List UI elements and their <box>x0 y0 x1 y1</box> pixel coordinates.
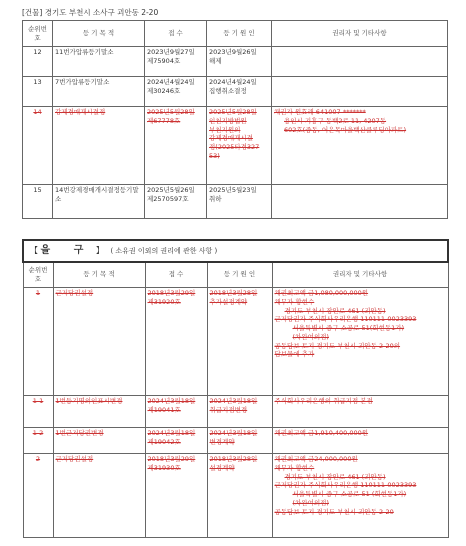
cell-line: 집행취소결정 <box>209 86 247 95</box>
cause-cell <box>207 47 272 77</box>
cell-line: 인천지방법원 <box>209 116 247 125</box>
cell-line: 서울특별시 중구 소공로 51 (회현동1가) <box>292 490 407 499</box>
cause-cell <box>207 77 272 107</box>
cell-line: 해제 <box>209 56 222 65</box>
rank-cell: 2 <box>23 454 53 538</box>
cell-line: 2025년5월23일 <box>209 186 257 194</box>
eulgu-subtitle: ( 소유권 이외의 권리에 관한 사항 ) <box>110 247 218 255</box>
cell-line: 취하 <box>209 194 222 203</box>
cell-line: 경기도 부천시 장안로 461 (괴안동) <box>284 306 386 315</box>
cell-line: 2018년3월29일 <box>147 455 196 463</box>
registry-row <box>23 428 448 454</box>
receipt-cell <box>145 396 207 428</box>
cell-line: 제19042호 <box>147 437 181 446</box>
eulgu-table <box>22 239 449 538</box>
col-receipt: 접 수 <box>145 262 207 288</box>
cell-line: 2024년3월18일 <box>209 397 258 405</box>
registry-row <box>23 107 448 185</box>
cell-line: 설정계약 <box>209 463 235 472</box>
cell-line: 근저당권자 주식회사우리은행 110111-0023393 <box>274 315 417 324</box>
purpose-cell: 1번등기명의인표시변경 <box>53 396 145 428</box>
cell-line: (차완여의점) <box>292 498 329 507</box>
cell-line: 2025년5월28일 <box>209 108 257 116</box>
cell-line: 2018년3월28일 <box>209 455 258 463</box>
cell-line: 2024년3월18일 <box>147 429 196 437</box>
cause-cell <box>207 185 272 219</box>
rights-cell <box>272 185 448 219</box>
receipt-cell <box>145 77 207 107</box>
cause-cell <box>207 396 272 428</box>
cell-line: 담보물에 추가 <box>274 350 315 359</box>
cell-line: 2018년3월29일 <box>147 289 196 297</box>
rights-cell <box>272 396 448 428</box>
receipt-cell <box>145 185 207 219</box>
cause-cell <box>207 454 272 538</box>
rank-cell: 1 <box>23 288 53 396</box>
col-rights: 권리자 및 기타사항 <box>272 21 448 47</box>
rank-cell: 14 <box>23 107 53 185</box>
cell-line: 제2570597호 <box>147 194 189 203</box>
cell-line: 제75904호 <box>147 56 181 65</box>
col-rights: 권리자 및 기타사항 <box>272 262 448 288</box>
cell-line: 제31920호 <box>147 297 181 306</box>
rights-cell <box>272 107 448 185</box>
cell-line: 2024년3월18일 <box>147 397 196 405</box>
cell-line: 용인시 기흥구 동백2로 11, 4207동 <box>284 116 387 125</box>
purpose-cell: 14번강제경매개시결정등기말소 <box>53 185 145 219</box>
cell-line: 채권최고액 금1,080,000,000원 <box>274 289 369 297</box>
eulgu-header-row <box>23 262 448 288</box>
receipt-cell <box>145 107 207 185</box>
col-rank: 순위번호 <box>23 262 53 288</box>
cell-line: 채무자 황현수 <box>274 463 315 472</box>
purpose-cell: 강제경매개시결정 <box>53 107 145 185</box>
cell-line: 취급지점변경 <box>209 405 248 414</box>
col-cause: 등 기 원 인 <box>207 262 272 288</box>
cell-line: 2024년3월18일 <box>209 429 258 437</box>
rank-cell: 15 <box>23 185 53 219</box>
cell-line: 2023년9월26일 <box>209 48 257 56</box>
cell-line: 602호(중동, 어은목마을백산클루딩아파트) <box>284 125 407 134</box>
cell-line: 2025년5월26일 <box>147 186 195 194</box>
cell-line: 2023년9월27일 <box>147 48 195 56</box>
cell-line: 추가설정계약 <box>209 297 248 306</box>
cell-line: 공동담보 토지 경기도 부천시 괴안동 2-20의 <box>274 341 401 350</box>
cell-line: 채권최고액 금1,910,400,000원 <box>274 429 369 437</box>
cell-line: 서울특별시 중구 소공로 51(회현동1가) <box>292 324 405 333</box>
gapgu-header-row <box>23 21 448 47</box>
eulgu-section-title: 【 을 구 】 ( 소유권 이외의 권리에 관한 사항 ) <box>23 240 448 262</box>
cell-line: 채무자 황현수 <box>274 297 315 306</box>
cell-line: 2025년5월28일 <box>147 108 195 116</box>
registry-row <box>23 185 448 219</box>
rights-cell <box>272 77 448 107</box>
cell-line: 채권자 원효래 641007-******* <box>274 108 366 116</box>
col-receipt: 접 수 <box>145 21 207 47</box>
cell-line: 경기도 부천시 장안로 461 (괴안동) <box>284 472 386 481</box>
rank-cell: 1-2 <box>23 428 53 454</box>
cell-line: (차완여의점) <box>292 332 329 341</box>
rights-cell <box>272 288 448 396</box>
cell-line: 공동담보 토지 경기도 부천시 괴안동 2-20 <box>274 507 394 516</box>
registry-row <box>23 454 448 538</box>
purpose-cell: 7번가압류등기말소 <box>53 77 145 107</box>
purpose-cell: 11번가압류등기말소 <box>53 47 145 77</box>
rank-cell: 1-1 <box>23 396 53 428</box>
receipt-cell <box>145 47 207 77</box>
col-purpose: 등 기 목 적 <box>53 21 145 47</box>
gapgu-table <box>22 20 448 219</box>
document-header: [건물] 경기도 부천시 소사구 괴안동 2-20 <box>22 8 159 17</box>
registry-row <box>23 47 448 77</box>
cause-cell <box>207 107 272 185</box>
cell-line: 변경계약 <box>209 437 235 446</box>
registry-row <box>23 396 448 428</box>
cell-line: 제67778호 <box>147 116 181 125</box>
receipt-cell <box>145 454 207 538</box>
cell-line: 2024년4월24일 <box>209 78 257 86</box>
purpose-cell: 1번근저당권변경 <box>53 428 145 454</box>
purpose-cell: 근저당권설정 <box>53 454 145 538</box>
rank-cell: 13 <box>23 77 53 107</box>
receipt-cell <box>145 428 207 454</box>
registry-row <box>23 77 448 107</box>
col-purpose: 등 기 목 적 <box>53 262 145 288</box>
rights-cell <box>272 47 448 77</box>
cell-line: 정(2025타경327 <box>209 143 260 152</box>
cause-cell <box>207 288 272 396</box>
cell-line: 2024년4월24일 <box>147 78 195 86</box>
cell-line: 제30246호 <box>147 86 181 95</box>
cell-line: 부천지원의 <box>209 125 241 134</box>
purpose-cell: 근저당권설정 <box>53 288 145 396</box>
rights-cell <box>272 454 448 538</box>
cell-line: 주식회사우리은행의 취급지점 본점 <box>274 397 373 405</box>
cell-line: 강제경매개시결 <box>209 134 253 143</box>
cell-line: 채권최고액 금24,000,000원 <box>274 455 358 463</box>
cell-line: 제19041호 <box>147 405 181 414</box>
cell-line: 근저당권자 주식회사우리은행 110111-0023393 <box>274 481 417 490</box>
receipt-cell <box>145 288 207 396</box>
rank-cell: 12 <box>23 47 53 77</box>
cell-line: 2018년3월28일 <box>209 289 258 297</box>
col-rank: 순위번호 <box>23 21 53 47</box>
eulgu-title: 을 구 <box>40 245 94 256</box>
cause-cell <box>207 428 272 454</box>
rights-cell <box>272 428 448 454</box>
registry-row <box>23 288 448 396</box>
col-cause: 등 기 원 인 <box>207 21 272 47</box>
cell-line: 53) <box>209 151 220 160</box>
cell-line: 제31930호 <box>147 463 181 472</box>
